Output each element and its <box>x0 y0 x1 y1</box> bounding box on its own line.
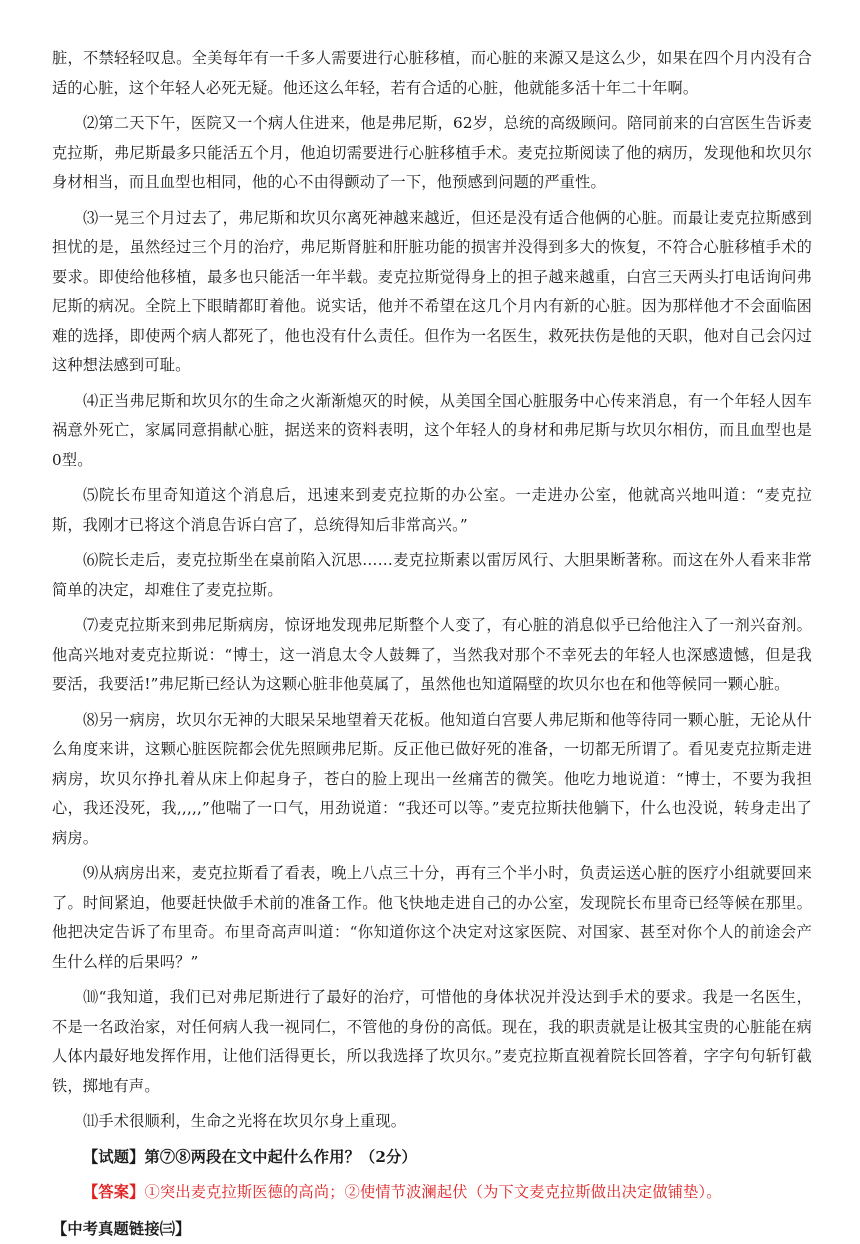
paragraph-9: ⑼从病房出来，麦克拉斯看了看表，晚上八点三十分，再有三个半小时，负责运送心脏的医疗小组就要回来了。时间紧迫，他要赶快做手术前的准备工作。他飞快地走进自己的办公室，发现院长布里奇已经等候在那里。他把决定告诉了布里奇。布里奇高声叫道：“你知道你这个决定对这家医院、对国家、甚至对你个人的前途会产生什么样的后果吗？” <box>52 864 812 971</box>
paragraph-4: ⑷正当弗尼斯和坎贝尔的生命之火渐渐熄灭的时候，从美国全国心脏服务中心传来消息，有一个年轻人因车祸意外死亡，家属同意捐献心脏，据送来的资料表明，这个年轻人的身材和弗尼斯与坎贝尔相仿，而且血型也是0型。 <box>52 391 812 469</box>
paragraph-8: ⑻另一病房，坎贝尔无神的大眼呆呆地望着天花板。他知道白宫要人弗尼斯和他等待同一颗心脏，无论从什么角度来讲，这颗心脏医院都会优先照顾弗尼斯。反正他已做好死的准备，一切都无所谓了。看见麦克拉斯走进病房，坎贝尔挣扎着从床上仰起身子，苍白的脸上现出一丝痛苦的微笑。他吃力地说道：“博士，不要为我担心，我还没死，我,,,,,”他喘了一口气，用劲说道：“我还可以等。”麦克拉斯扶他躺下，什么也没说，转身走出了病房。 <box>52 710 812 847</box>
document-page <box>52 44 812 1244</box>
exam-question: 【试题】第⑦⑧两段在文中起什么作用？（2分） <box>83 1147 417 1166</box>
answer-tag: 【答案】 <box>83 1182 145 1201</box>
exam-answer <box>52 1178 812 1207</box>
paragraph-2: ⑵第二天下午，医院又一个病人住进来，他是弗尼斯，62岁，总统的高级顾问。陪同前来的白宫医生告诉麦克拉斯，弗尼斯最多只能活五个月，他迫切需要进行心脏移植手术。麦克拉斯阅读了他的病历，发现他和坎贝尔身材相当，而且血型也相同，他的心不由得颤动了一下，他预感到问题的严重性。 <box>52 114 812 191</box>
paragraph-11: ⑾手术很顺利，生命之光将在坎贝尔身上重现。 <box>83 1112 407 1130</box>
section-heading: 【中考真题链接㈢】 <box>52 1219 191 1238</box>
paragraph-6: ⑹院长走后，麦克拉斯坐在桌前陷入沉思……麦克拉斯素以雷厉风行、大胆果断著称。而这在外人看来非常简单的决定，却难住了麦克拉斯。 <box>52 551 812 599</box>
paragraph-7: ⑺麦克拉斯来到弗尼斯病房，惊讶地发现弗尼斯整个人变了，有心脏的消息似乎已给他注入了一剂兴奋剂。他高兴地对麦克拉斯说：“博士，这一消息太令人鼓舞了，当然我对那个不幸死去的年轻人也深感遗憾，但是我要活，我要活!”弗尼斯已经认为这颗心脏非他莫属了，虽然他也知道隔壁的坎贝尔也在和他等候同一颗心脏。 <box>52 616 812 693</box>
answer-text: ①突出麦克拉斯医德的高尚；②使情节波澜起伏（为下文麦克拉斯做出决定做铺垫）。 <box>144 1182 722 1201</box>
paragraph-5: ⑸院长布里奇知道这个消息后，迅速来到麦克拉斯的办公室。一走进办公室，他就高兴地叫道：“麦克拉斯，我刚才已将这个消息告诉白宫了，总统得知后非常高兴。” <box>52 486 812 534</box>
paragraph-continued: 脏，不禁轻轻叹息。全美每年有一千多人需要进行心脏移植，而心脏的来源又是这么少，如果在四个月内没有合适的心脏，这个年轻人必死无疑。他还这么年轻，若有合适的心脏，他就能多活十年二十年啊。 <box>52 49 812 97</box>
paragraph-3: ⑶一晃三个月过去了，弗尼斯和坎贝尔离死神越来越近，但还是没有适合他俩的心脏。而最让麦克拉斯感到担忧的是，虽然经过三个月的治疗，弗尼斯肾脏和肝脏功能的损害并没得到多大的恢复，不符合心脏移植手术的要求。即使给他移植，最多也只能活一年半载。麦克拉斯觉得身上的担子越来越重，白宫三天两头打电话询问弗尼斯的病况。全院上下眼睛都盯着他。说实话，他并不希望在这几个月内有新的心脏。因为那样他才不会面临困难的选择，即使两个病人都死了，他也没有什么责任。但作为一名医生，救死扶伤是他的天职，他对自己会闪过这种想法感到可耻。 <box>52 208 812 374</box>
paragraph-10: ⑽“我知道，我们已对弗尼斯进行了最好的治疗，可惜他的身体状况并没达到手术的要求。我是一名医生，不是一名政治家，对任何病人我一视同仁，不管他的身份的高低。现在，我的职责就是让极其宝贵的心脏能在病人体内最好地发挥作用，让他们活得更长，所以我选择了坎贝尔。”麦克拉斯直视着院长回答着，字字句句斩钉截铁，掷地有声。 <box>52 988 812 1095</box>
